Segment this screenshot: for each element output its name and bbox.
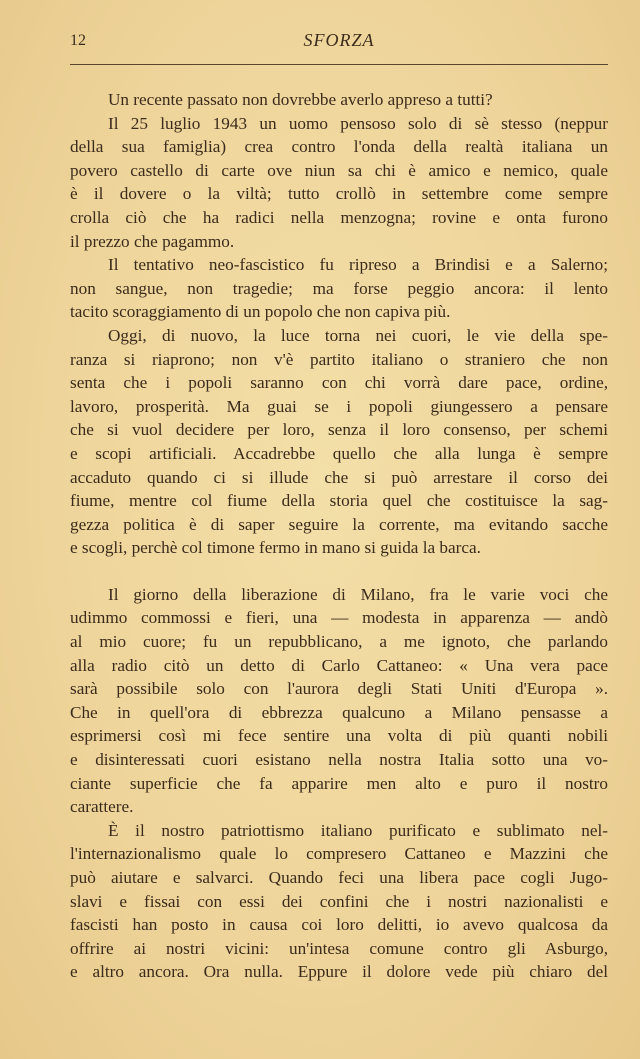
text-line: e altro ancora. Ora nulla. Eppure il dolore vede più chiaro del bbox=[70, 962, 608, 982]
page-body bbox=[70, 88, 608, 984]
text-line: ciante superficie che fa apparire men alto e puro il nostro bbox=[70, 773, 608, 793]
page-header bbox=[70, 30, 608, 54]
text-line: al mio cuore; fu un repubblicano, a me ignoto, che parlando bbox=[70, 632, 608, 652]
text-line: il prezzo che pagammo. bbox=[70, 231, 235, 251]
text-line: fiume, mentre col fiume della storia quel che costituisce la sag- bbox=[70, 491, 608, 511]
paragraph bbox=[70, 88, 608, 112]
text-line: slavi e fissai con essi dei confini che i nostri nazionalisti e bbox=[70, 891, 608, 911]
text-line: carattere. bbox=[70, 797, 134, 817]
text-line: Oggi, di nuovo, la luce torna nei cuori, le vie della spe- bbox=[108, 325, 608, 345]
text-line: Il giorno della liberazione di Milano, fra le varie voci che bbox=[108, 584, 608, 604]
header-rule bbox=[70, 64, 608, 65]
text-line: non sangue, non tragedie; ma forse peggio ancora: il lento bbox=[70, 278, 608, 298]
text-line: senta che i popoli saranno con chi vorrà dare pace, ordine, bbox=[70, 373, 608, 393]
text-line: Il tentativo neo-fascistico fu ripreso a Brindisi e a Salerno; bbox=[108, 255, 608, 275]
running-head: SFORZA bbox=[303, 30, 375, 50]
text-line: offrire ai nostri vicini: un'intesa comune contro gli Asburgo, bbox=[70, 938, 608, 958]
text-line: l'internazionalismo quale lo compresero Cattaneo e Mazzini che bbox=[70, 844, 608, 864]
text-line: Che in quell'ora di ebbrezza qualcuno a Milano pensasse a bbox=[70, 702, 608, 722]
text-line: È il nostro patriottismo italiano purificato e sublimato nel- bbox=[108, 820, 608, 840]
paragraph bbox=[70, 819, 608, 984]
text-line: e disinteressati cuori esistano nella nostra Italia sotto una vo- bbox=[70, 750, 608, 770]
text-line: può aiutare e salvarci. Quando feci una libera pace cogli Jugo- bbox=[70, 868, 608, 887]
paragraph bbox=[70, 583, 608, 819]
text-line: esprimersi così mi fece sentire una volta di più quanti nobili bbox=[70, 726, 608, 746]
text-line: alla radio citò un detto di Carlo Cattaneo: « Una vera pace bbox=[70, 655, 608, 675]
text-line: crolla ciò che ha radici nella menzogna; rovine e onta furono bbox=[70, 207, 608, 227]
text-line: che si vuol decidere per loro, senza il loro consenso, per schemi bbox=[70, 420, 608, 440]
text-line: e scogli, perchè col timone fermo in mano si guida la barca. bbox=[70, 538, 481, 558]
paragraph bbox=[70, 253, 608, 324]
text-line: accaduto quando ci si illude che si può arrestare il corso dei bbox=[70, 467, 608, 487]
text-line: gezza politica è di saper seguire la corrente, ma evitando sacche bbox=[70, 514, 608, 534]
text-line: Il 25 luglio 1943 un uomo pensoso solo di sè stesso (neppur bbox=[108, 113, 608, 133]
text-line: povero castello di carte ove niun sa chi è amico e nemico, quale bbox=[70, 160, 608, 180]
text-line: e scopi artificiali. Accadrebbe quello che alla lunga è sempre bbox=[70, 443, 608, 463]
text-line: è il dovere o la viltà; tutto crollò in settembre come sempre bbox=[70, 184, 608, 204]
text-line: sarà possibile solo con l'aurora degli Stati Uniti d'Europa ». bbox=[70, 679, 608, 699]
text-line: tacito scoraggiamento di un popolo che non capiva più. bbox=[70, 302, 451, 322]
text-line: udimmo commossi e fieri, una — modesta in apparenza — andò bbox=[70, 608, 608, 628]
text-line: ranza si riaprono; non v'è partito italiano o straniero che non bbox=[70, 349, 608, 369]
text-line: della sua famiglia) crea contro l'onda della realtà italiana un bbox=[70, 137, 608, 157]
paragraph bbox=[70, 112, 608, 254]
text-line: lavoro, prosperità. Ma guai se i popoli giungessero a pensare bbox=[70, 396, 608, 416]
text-line: Un recente passato non dovrebbe averlo appreso a tutti? bbox=[108, 90, 493, 109]
paragraph bbox=[70, 324, 608, 560]
text-line: fascisti han posto in causa coi loro delitti, io avevo qualcosa da bbox=[70, 915, 608, 935]
page-number: 12 bbox=[70, 32, 86, 49]
